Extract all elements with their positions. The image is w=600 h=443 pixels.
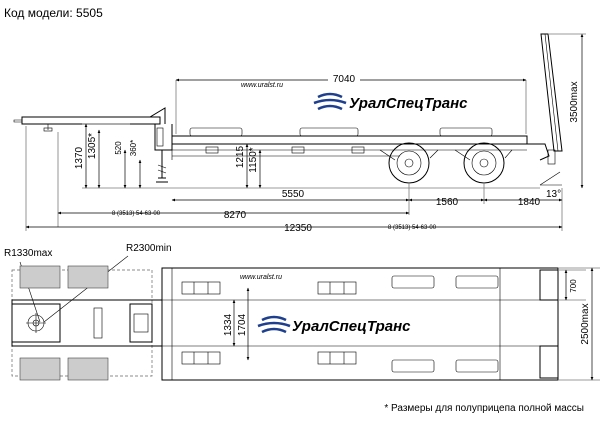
ramp-plan-lower <box>540 346 558 378</box>
gooseneck-beam <box>22 117 160 124</box>
ramp-stand <box>548 150 555 164</box>
wheel-1 <box>389 143 429 183</box>
rear-end <box>527 144 549 160</box>
radius-1330: R1330max <box>4 248 53 259</box>
gooseneck-box-inner <box>134 314 148 332</box>
brand-logo-side <box>314 94 468 112</box>
dim-8270: 8270 <box>223 210 247 221</box>
brand-name-top: УралСпецТранс <box>292 318 411 335</box>
logo-swoosh-3 <box>318 106 342 109</box>
dim-7040: 7040 <box>332 74 356 85</box>
deck-box-3 <box>440 128 492 136</box>
deck-box-2 <box>300 128 358 136</box>
model-code: Код модели: 5505 <box>4 6 103 20</box>
dim-1305: 1305* <box>87 132 98 160</box>
wheel-2 <box>464 143 504 183</box>
dim-520: 520 <box>114 141 123 155</box>
brand-name-side: УралСпецТранс <box>349 95 468 112</box>
gooseneck-rib <box>94 308 102 338</box>
dim-12350: 12350 <box>284 223 312 234</box>
dim-1334: 1334 <box>223 313 234 337</box>
top-view <box>4 243 600 380</box>
deck-lugs-upper <box>182 276 498 294</box>
ramp-center <box>545 34 558 151</box>
dim-700: 700 <box>569 279 578 293</box>
neck-lamp <box>157 128 163 146</box>
ramp-angle-label: 13° <box>546 189 562 200</box>
wheel-2-rim <box>472 151 496 175</box>
deck-box-1 <box>190 128 242 136</box>
dim-360: 360* <box>129 139 138 157</box>
dim-1840: 1840 <box>517 197 541 208</box>
tractor-wheel-3 <box>20 358 60 380</box>
tractor-wheel-1 <box>20 266 60 288</box>
landing-gear <box>156 150 168 182</box>
side-view <box>14 34 586 234</box>
tractor-wheel-2 <box>68 266 108 288</box>
dim-3500max: 3500max <box>569 81 580 123</box>
gooseneck-tip <box>14 120 22 122</box>
logo-top-swoosh-3 <box>262 329 286 332</box>
dim-1560: 1560 <box>435 197 459 208</box>
gooseneck-top <box>22 108 165 124</box>
deck-lugs-lower <box>182 352 498 372</box>
ref-left: 8 (3513) 54-63-00 <box>112 211 161 217</box>
axle-mark-l1 <box>392 360 434 372</box>
axle-mark-l2 <box>456 360 498 372</box>
lug-l2 <box>318 352 356 364</box>
site-url-side: www.uralst.ru <box>241 82 284 89</box>
wheel-1-rim <box>397 151 421 175</box>
logo-top-swoosh-2 <box>258 323 290 326</box>
gooseneck-box <box>130 304 152 342</box>
main-deck <box>172 136 527 144</box>
radius-2300: R2300min <box>126 243 172 254</box>
logo-swoosh-1 <box>318 94 342 97</box>
tractor-wheel-4 <box>68 358 108 380</box>
lug-u1 <box>182 282 220 294</box>
wheel-1-hub <box>405 159 413 167</box>
wheel-2-hub <box>480 159 488 167</box>
dim-1215: 1215 <box>235 145 246 169</box>
dim-2500max: 2500max <box>580 303 591 345</box>
brand-logo-top <box>258 317 411 335</box>
angle-line <box>540 172 560 185</box>
lug-u2 <box>318 282 356 294</box>
axle-mark-u1 <box>392 276 434 288</box>
site-url-top: www.uralst.ru <box>240 274 283 281</box>
dim-1370: 1370 <box>74 146 85 170</box>
dim-5550: 5550 <box>281 189 305 200</box>
logo-swoosh-2 <box>314 100 346 103</box>
axle-mark-u2 <box>456 276 498 288</box>
dim-1704: 1704 <box>237 313 248 337</box>
lug-l1 <box>182 352 220 364</box>
logo-top-swoosh-1 <box>262 317 286 320</box>
footnote: * Размеры для полуприцепа полной массы <box>384 403 584 414</box>
ref-right: 8 (3513) 54-63-00 <box>388 225 437 231</box>
ramp-plan-upper <box>540 270 558 300</box>
dim-1150: 1150* <box>248 147 259 173</box>
